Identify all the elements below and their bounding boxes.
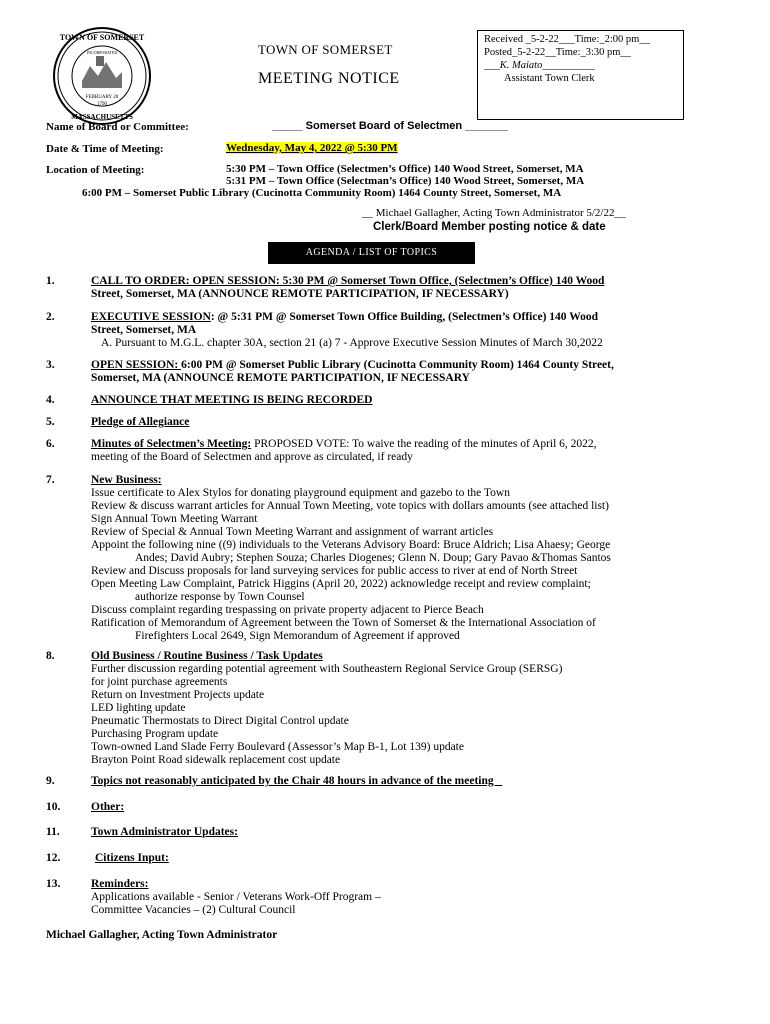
board-value: _____ Somerset Board of Selectmen _______ [272, 120, 509, 132]
seal-top-text: TOWN OF SOMERSET [59, 33, 145, 42]
item-13-heading: Reminders: [91, 878, 149, 890]
item-6-line-b: meeting of the Board of Selectmen and approve as circulated, if ready [91, 451, 413, 463]
location-line-3: 6:00 PM – Somerset Public Library (Cucinotta Community Room) 1464 County Street, Somerset, MA [82, 187, 562, 199]
item-13-line-a: Applications available - Senior / Veterans Work-Off Program – [91, 891, 381, 903]
item-7-heading: New Business: [91, 474, 162, 486]
agenda-item-13 [91, 878, 731, 917]
agenda-item-6 [91, 438, 731, 464]
item-8-line: Purchasing Program update [91, 728, 219, 740]
town-seal-logo [52, 26, 152, 126]
agenda-item-7 [91, 474, 731, 643]
agenda-item-9: Topics not reasonably anticipated by the Chair 48 hours in advance of the meeting [91, 775, 503, 787]
item-number: 9. [46, 775, 55, 787]
seal-year-text: 1790 [97, 102, 107, 107]
item-2-line-c: A. Pursuant to M.G.L. chapter 30A, section 21 (a) 7 - Approve Executive Session Minutes of March 30,2022 [101, 337, 603, 349]
item-3-heading: OPEN SESSION: [91, 359, 182, 371]
item-number: 3. [46, 359, 55, 371]
town-title: TOWN OF SOMERSET [258, 42, 393, 57]
location-line-2: 5:31 PM – Town Office (Selectman’s Office) 140 Wood Street, Somerset, MA [226, 175, 585, 187]
item-7-line: Appoint the following nine ((9) individuals to the Veterans Advisory Board: Bruce Aldrich; Lisa Ahaesy; George [91, 539, 611, 551]
item-number: 12. [46, 852, 61, 864]
item-8-line: Town-owned Land Slade Ferry Boulevard (Assessor’s Map B-1, Lot 139) update [91, 741, 464, 753]
item-7-line: Discuss complaint regarding trespassing on private property adjacent to Pierce Beach [91, 604, 484, 616]
item-7-line: Review of Special & Annual Town Meeting Warrant and assignment of warrant articles [91, 526, 494, 538]
agenda-header: AGENDA / LIST OF TOPICS [268, 242, 475, 264]
agenda-item-10: Other: [91, 801, 125, 813]
agenda-item-11: Town Administrator Updates: [91, 826, 238, 838]
item-7-line: Ratification of Memorandum of Agreement between the Town of Somerset & the International Association of [91, 617, 596, 629]
item-3-line-b: Somerset, MA (ANNOUNCE REMOTE PARTICIPATION, IF NECESSARY [91, 372, 470, 384]
item-7-line: Sign Annual Town Meeting Warrant [91, 513, 258, 525]
item-2-line-a: : @ 5:31 PM @ Somerset Town Office Building, (Selectmen’s Office) 140 Wood [210, 311, 598, 323]
item-7-line: Andes; David Aubry; Stephen Souza; Charles Diogenes; Glenn N. Doup; Gary Pavao &Thomas Santos [135, 552, 611, 564]
item-6-heading: Minutes of Selectmen’s Meeting: [91, 438, 252, 450]
item-7-line: Firefighters Local 2649, Sign Memorandum of Agreement if approved [135, 630, 460, 642]
item-7-line: Review and Discuss proposals for land surveying services for public access to river at end of North Street [91, 565, 578, 577]
notice-title: MEETING NOTICE [258, 70, 400, 87]
item-6-line-a: PROPOSED VOTE: To waive the reading of the minutes of April 6, 2022, [251, 438, 597, 450]
item-1-line-a: CALL TO ORDER: OPEN SESSION: 5:30 PM @ Somerset Town Office, (Selectmen’s Office) 140 Wood [91, 275, 605, 287]
location-label: Location of Meeting: [46, 164, 145, 176]
item-number: 11. [46, 826, 60, 838]
agenda-item-3 [91, 359, 731, 385]
item-2-line-b: Street, Somerset, MA [91, 324, 197, 336]
agenda-item-2 [91, 311, 731, 350]
item-7-line: Open Meeting Law Complaint, Patrick Higgins (April 20, 2022) acknowledge receipt and review complaint; [91, 578, 591, 590]
received-line: Received _5-2-22___Time:_2:00 pm__ [484, 34, 650, 45]
item-number: 4. [46, 394, 55, 406]
item-number: 13. [46, 878, 61, 890]
item-number: 10. [46, 801, 61, 813]
item-7-line: Issue certificate to Alex Stylos for donating playground equipment and gazebo to the Town [91, 487, 510, 499]
item-number: 1. [46, 275, 55, 287]
item-1-line-b: Street, Somerset, MA (ANNOUNCE REMOTE PARTICIPATION, IF NECESSARY) [91, 288, 509, 300]
posted-line: Posted_5-2-22__Time:_3:30 pm__ [484, 47, 631, 58]
item-8-heading: Old Business / Routine Business / Task Updates [91, 650, 323, 662]
item-7-line: authorize response by Town Counsel [135, 591, 305, 603]
item-8-line: Brayton Point Road sidewalk replacement cost update [91, 754, 341, 766]
footer-signature: Michael Gallagher, Acting Town Administrator [46, 929, 278, 941]
item-13-line-b: Committee Vacancies – (2) Cultural Council [91, 904, 296, 916]
agenda-item-8 [91, 650, 731, 767]
location-line-1: 5:30 PM – Town Office (Selectmen’s Office) 140 Wood Street, Somerset, MA [226, 163, 584, 175]
board-label: Name of Board or Committee: [46, 121, 189, 133]
item-number: 6. [46, 438, 55, 450]
item-3-line-a: 6:00 PM @ Somerset Public Library (Cucinotta Community Room) 1464 County Street, [181, 359, 614, 371]
item-8-line: LED lighting update [91, 702, 186, 714]
clerk-note: Clerk/Board Member posting notice & date [373, 221, 606, 233]
clerk-title: Assistant Town Clerk [504, 73, 595, 84]
posted-by: __ Michael Gallagher, Acting Town Administrator 5/2/22__ [362, 207, 626, 219]
date-value: Wednesday, May 4, 2022 @ 5:30 PM [226, 142, 398, 154]
item-number: 7. [46, 474, 55, 486]
received-stamp-box [477, 30, 684, 120]
agenda-item-12: Citizens Input: [95, 852, 169, 864]
clerk-signature: ___K. Maiato__________ [484, 60, 595, 71]
item-number: 8. [46, 650, 55, 662]
item-8-line: Further discussion regarding potential agreement with Southeastern Regional Service Group (SERSG) [91, 663, 563, 675]
item-2-heading: EXECUTIVE SESSION [91, 311, 211, 323]
item-number: 2. [46, 311, 55, 323]
seal-incorporated-text: INCORPORATED [86, 50, 118, 55]
item-8-line: Return on Investment Projects update [91, 689, 265, 701]
item-7-line: Review & discuss warrant articles for Annual Town Meeting, vote topics with dollars amounts (see attached list) [91, 500, 609, 512]
seal-bottom-text: MASSACHUSETTS [71, 113, 133, 121]
item-8-line: for joint purchase agreements [91, 676, 228, 688]
agenda-item-4: ANNOUNCE THAT MEETING IS BEING RECORDED [91, 394, 373, 406]
agenda-item-1 [91, 275, 731, 301]
item-8-line: Pneumatic Thermostats to Direct Digital Control update [91, 715, 349, 727]
seal-date-text: FEBRUARY 20 [85, 95, 119, 100]
agenda-item-5: Pledge of Allegiance [91, 416, 190, 428]
date-label: Date & Time of Meeting: [46, 143, 164, 155]
item-number: 5. [46, 416, 55, 428]
